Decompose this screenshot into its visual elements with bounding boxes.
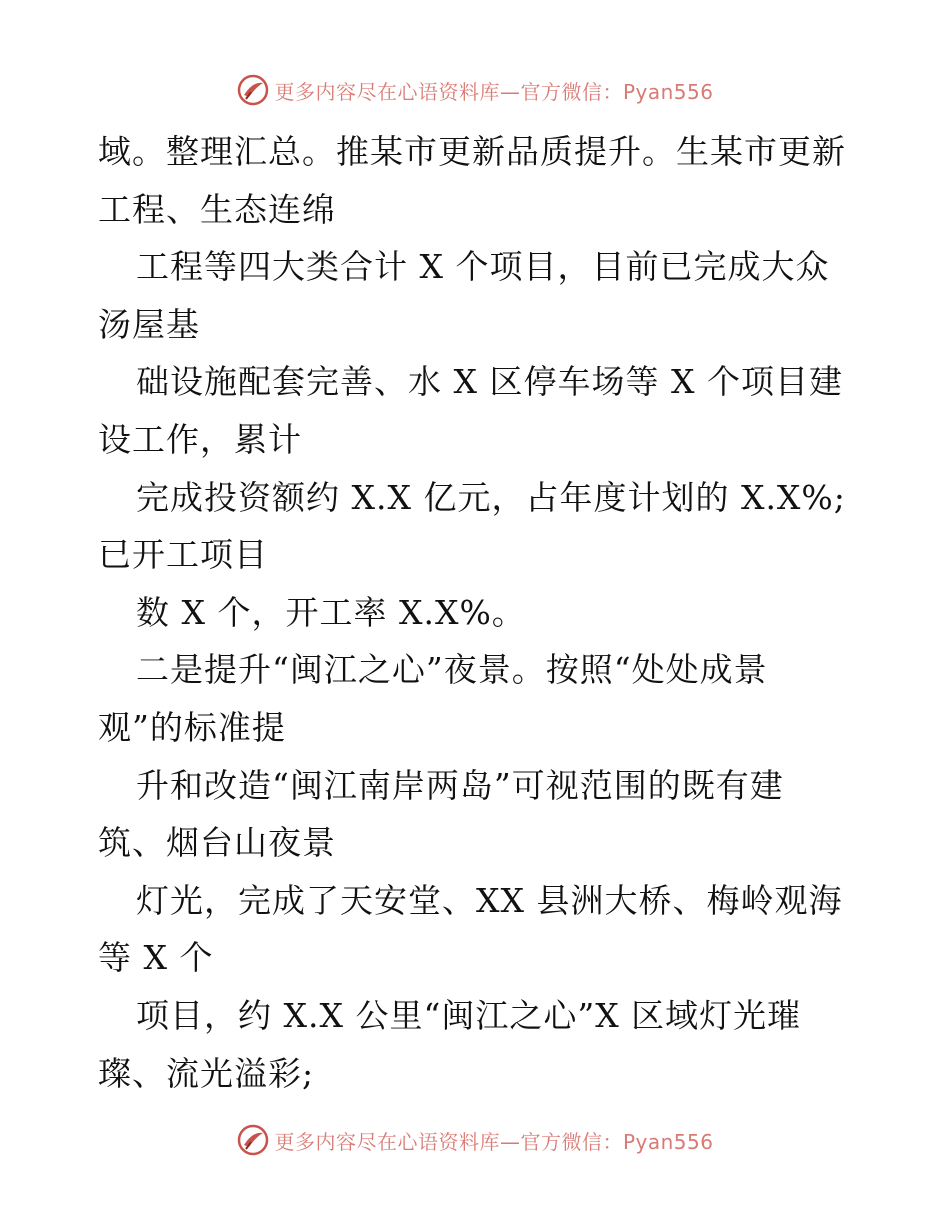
- quill-swirl-logo-icon: [236, 1123, 270, 1157]
- text-line: 观”的标准提: [98, 707, 286, 747]
- text-line: 设工作，累计: [98, 419, 302, 459]
- text-line: 灯光，完成了天安堂、XX 县洲大桥、梅岭观海: [136, 880, 843, 920]
- text-line: 工程、生态连绵: [98, 189, 336, 229]
- text-line: 数 X 个，开工率 X.X%。: [136, 592, 526, 632]
- text-line: 璨、流光溢彩;: [98, 1053, 315, 1093]
- text-line: 筑、烟台山夜景: [98, 823, 336, 863]
- text-line: 等 X 个: [98, 938, 214, 978]
- text-line: 域。整理汇总。推某市更新品质提升。生某市更新: [98, 132, 846, 171]
- text-line: 工程等四大类合计 X 个项目，目前已完成大众: [136, 247, 830, 287]
- header-text: 更多内容尽在心语资料库—官方微信：Pyan556: [274, 79, 714, 104]
- header-banner: [0, 70, 950, 110]
- text-line: 二是提升“闽江之心”夜景。按照“处处成景: [136, 650, 768, 690]
- text-line: 完成投资额约 X.X 亿元，占年度计划的 X.X%;: [136, 477, 846, 517]
- text-line: 础设施配套完善、水 X 区停车场等 X 个项目建: [136, 362, 843, 402]
- quill-swirl-logo-icon: [236, 73, 270, 107]
- footer-banner: [0, 1120, 950, 1160]
- footer-text: 更多内容尽在心语资料库—官方微信：Pyan556: [274, 1129, 714, 1154]
- document-body: [98, 123, 898, 1102]
- text-line: 已开工项目: [98, 535, 268, 575]
- text-line: 汤屋基: [98, 304, 200, 344]
- text-line: 项目，约 X.X 公里“闽江之心”X 区域灯光璀: [136, 995, 802, 1035]
- text-line: 升和改造“闽江南岸两岛”可视范围的既有建: [136, 765, 784, 805]
